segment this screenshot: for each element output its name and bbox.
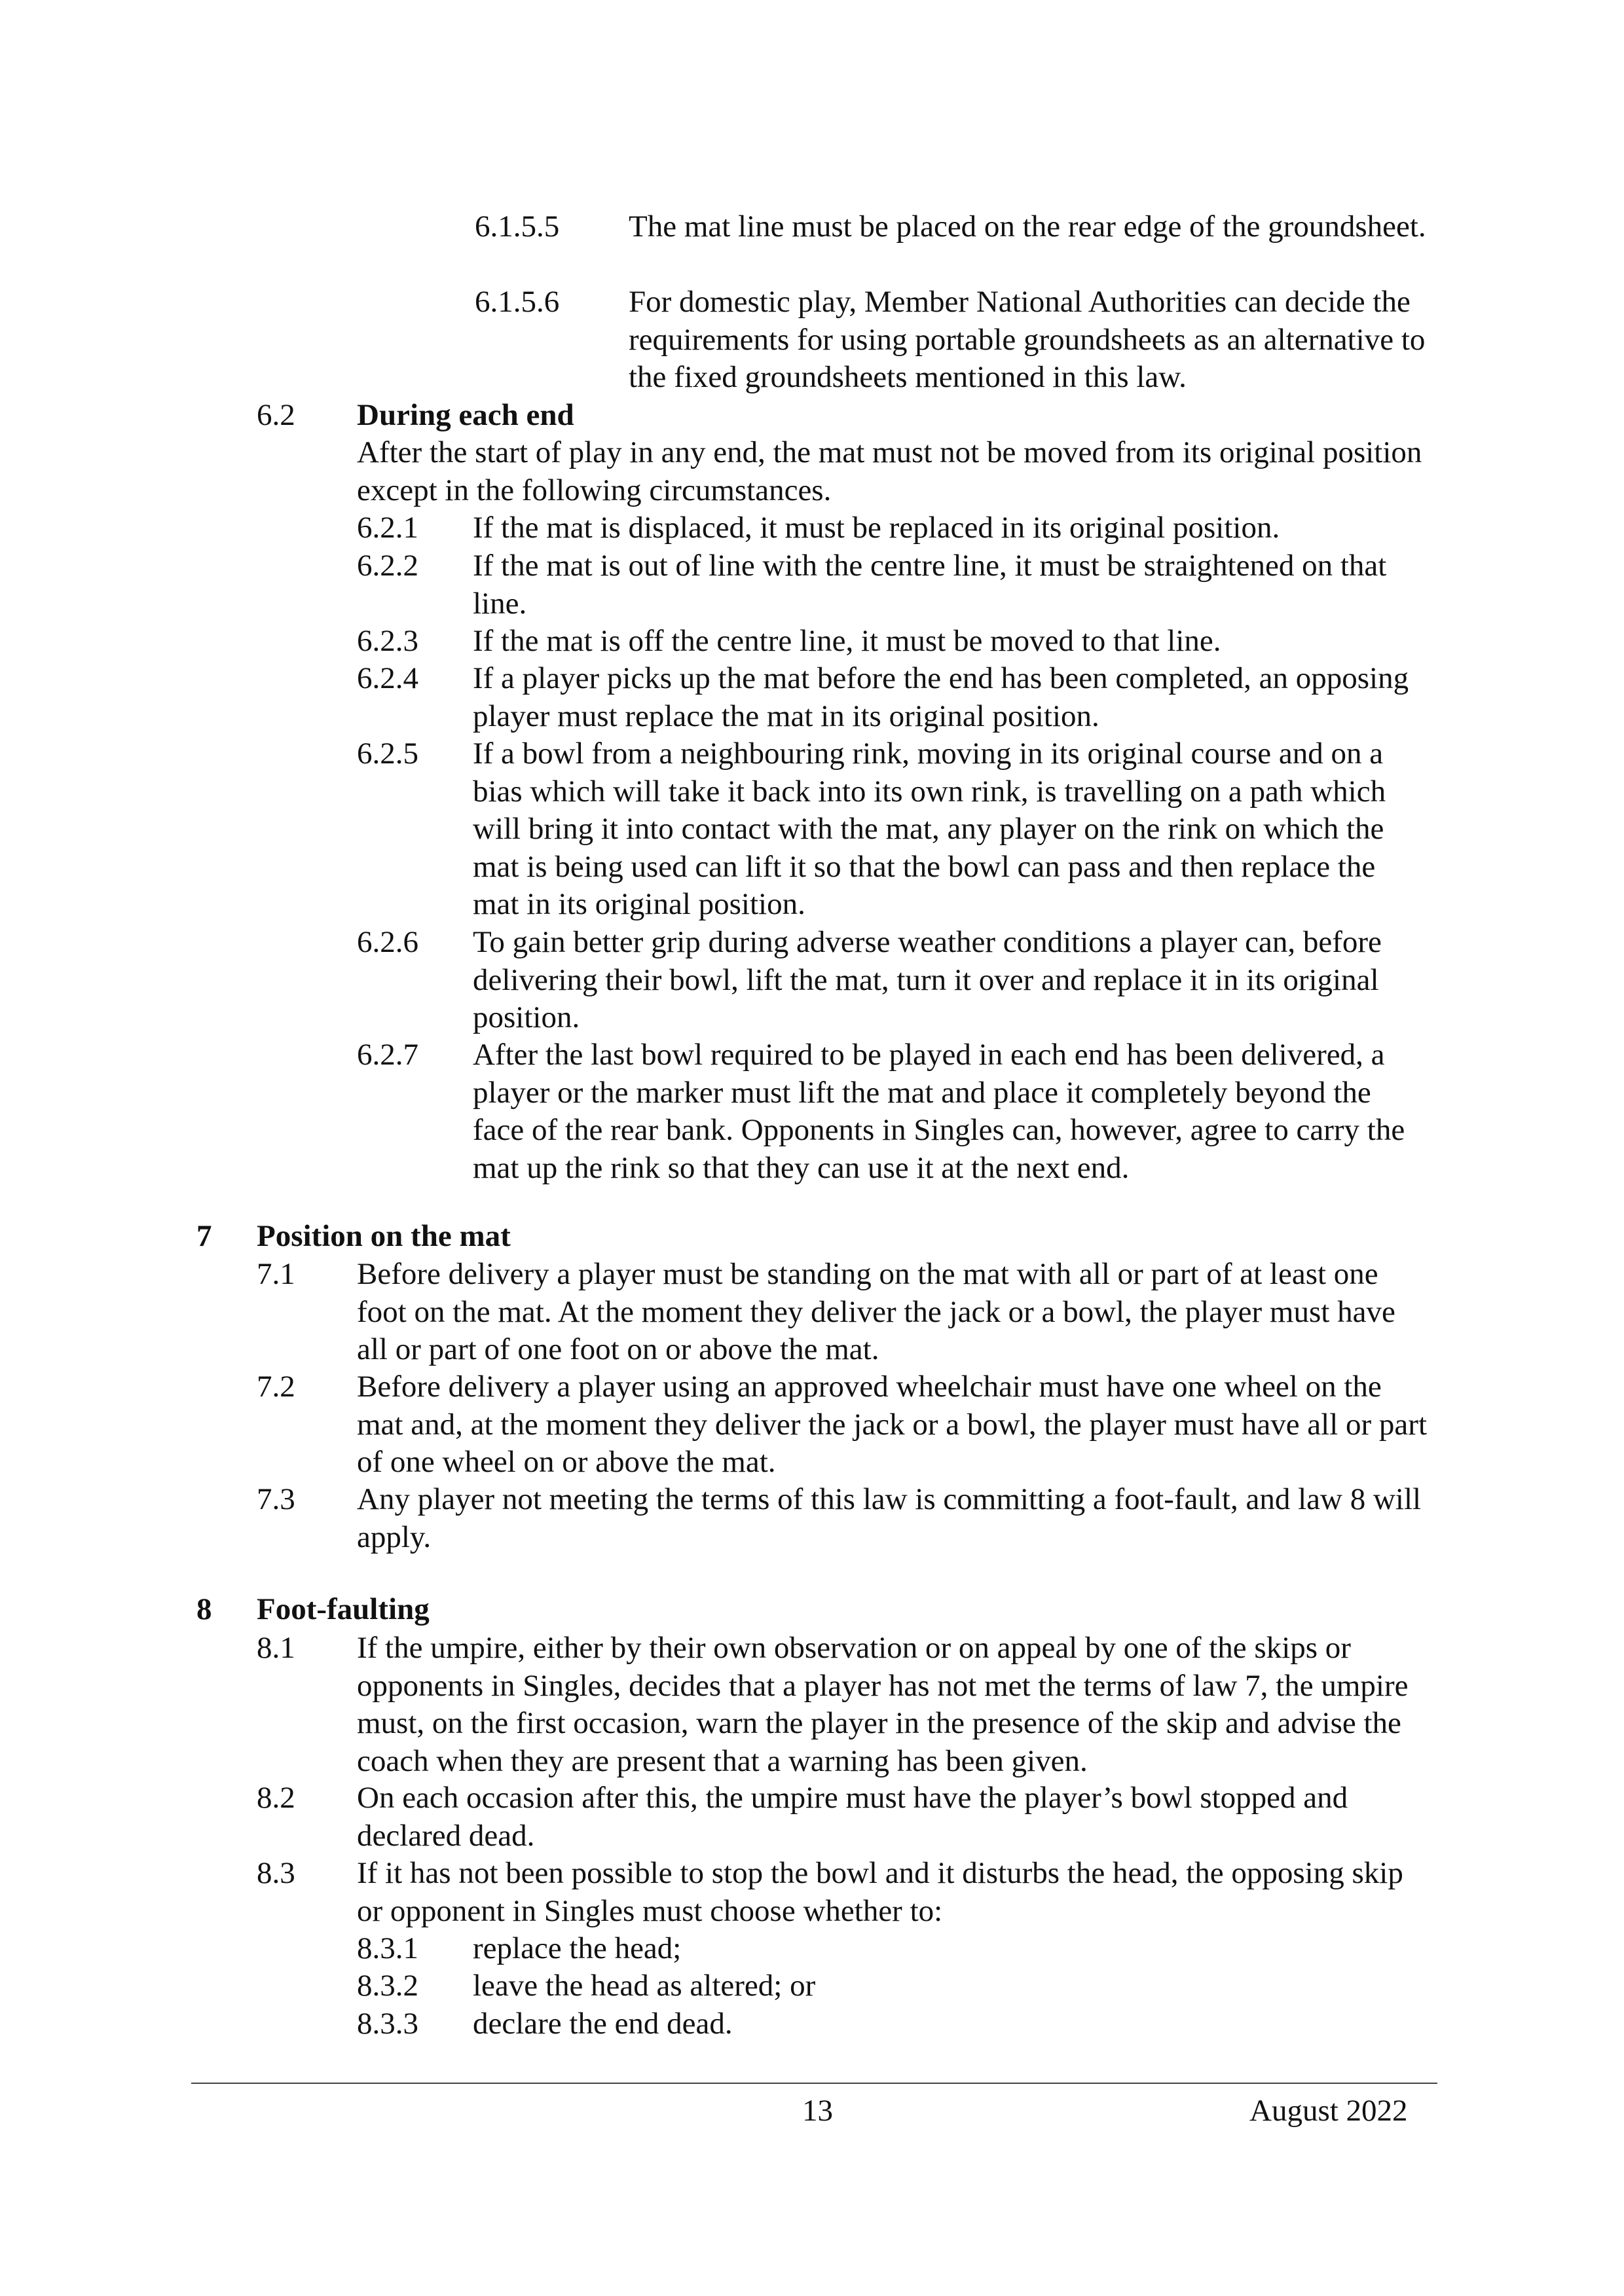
clause-number: 8.2 bbox=[257, 1781, 295, 1815]
clause-text: If it has not been possible to stop the bowl and it disturbs the head, the opposing skip or opponent in Singles must choose whether to: bbox=[357, 1856, 1403, 1928]
clause-text: If a player picks up the mat before the end has been completed, an opposing player must replace the mat in its original position. bbox=[473, 661, 1409, 733]
section-number: 7 bbox=[196, 1219, 212, 1253]
clause-text: Before delivery a player must be standing on the mat with all or part of at least one foot on the mat. At the moment they deliver the jack or a bowl, the player must have all or part of one foot on or above the mat. bbox=[357, 1257, 1395, 1366]
section-number: 8 bbox=[196, 1592, 212, 1626]
section-heading: Foot-faulting bbox=[257, 1592, 430, 1626]
clause-text: For domestic play, Member National Authorities can decide the requirements for using portable groundsheets as an alternative to the fixed groundsheets mentioned in this law. bbox=[629, 285, 1426, 394]
clause-number: 6.2.1 bbox=[357, 511, 418, 545]
page-number: 13 bbox=[802, 2094, 833, 2128]
section-number: 6.2 bbox=[257, 398, 295, 432]
clause-number: 7.2 bbox=[257, 1370, 295, 1404]
clause-number: 6.2.5 bbox=[357, 737, 418, 771]
footer-date: August 2022 bbox=[1249, 2094, 1408, 2128]
section-heading: During each end bbox=[357, 398, 574, 432]
clause-number: 6.2.6 bbox=[357, 925, 418, 959]
clause-text: declare the end dead. bbox=[473, 2007, 733, 2041]
section-heading: Position on the mat bbox=[257, 1219, 511, 1253]
clause-number: 8.3 bbox=[257, 1856, 295, 1890]
clause-number: 8.3.2 bbox=[357, 1969, 418, 2003]
clause-text: After the last bowl required to be played in each end has been delivered, a player or the marker must lift the mat and place it completely beyond the face of the rear bank. Opponents in Singles can, however, agree to carry the mat up the rink so that they can use it at the next end. bbox=[473, 1038, 1405, 1185]
clause-text: On each occasion after this, the umpire must have the player’s bowl stopped and declared dead. bbox=[357, 1781, 1348, 1853]
clause-number: 6.1.5.6 bbox=[475, 285, 560, 319]
clause-text: replace the head; bbox=[473, 1931, 682, 1965]
footer-divider bbox=[191, 2083, 1437, 2084]
clause-number: 8.3.1 bbox=[357, 1931, 418, 1965]
clause-number: 6.2.3 bbox=[357, 624, 418, 658]
clause-number: 6.1.5.5 bbox=[475, 210, 560, 244]
clause-number: 6.2.2 bbox=[357, 549, 418, 583]
clause-text: Any player not meeting the terms of this law is committing a foot-fault, and law 8 will apply. bbox=[357, 1482, 1422, 1554]
clause-number: 6.2.7 bbox=[357, 1038, 418, 1072]
clause-text: If the mat is displaced, it must be replaced in its original position. bbox=[473, 511, 1280, 545]
clause-number: 7.1 bbox=[257, 1257, 295, 1291]
clause-text: leave the head as altered; or bbox=[473, 1969, 816, 2003]
clause-text: To gain better grip during adverse weather conditions a player can, before delivering their bowl, lift the mat, turn it over and replace it in its original position. bbox=[473, 925, 1382, 1034]
clause-text: Before delivery a player using an approved wheelchair must have one wheel on the mat and, at the moment they deliver the jack or a bowl, the player must have all or part of one wheel on or above the mat. bbox=[357, 1370, 1428, 1479]
section-intro: After the start of play in any end, the mat must not be moved from its original position except in the following circumstances. bbox=[357, 435, 1422, 507]
clause-text: If the mat is off the centre line, it must be moved to that line. bbox=[473, 624, 1221, 658]
clause-text: The mat line must be placed on the rear edge of the groundsheet. bbox=[629, 210, 1426, 244]
clause-number: 7.3 bbox=[257, 1482, 295, 1516]
clause-text: If a bowl from a neighbouring rink, moving in its original course and on a bias which will take it back into its own rink, is travelling on a path which will bring it into contact with the mat, any player on the rink on which the mat is being used can lift it so that the bowl can pass and then replace the mat in its original position. bbox=[473, 737, 1386, 921]
clause-number: 6.2.4 bbox=[357, 661, 418, 695]
clause-text: If the umpire, either by their own observation or on appeal by one of the skips or opponents in Singles, decides that a player has not met the terms of law 7, the umpire must, on the first occasion, warn the player in the presence of the skip and advise the coach when they are present that a warning has been given. bbox=[357, 1631, 1409, 1778]
clause-number: 8.1 bbox=[257, 1631, 295, 1665]
clause-number: 8.3.3 bbox=[357, 2007, 418, 2041]
clause-text: If the mat is out of line with the centre line, it must be straightened on that line. bbox=[473, 549, 1387, 621]
